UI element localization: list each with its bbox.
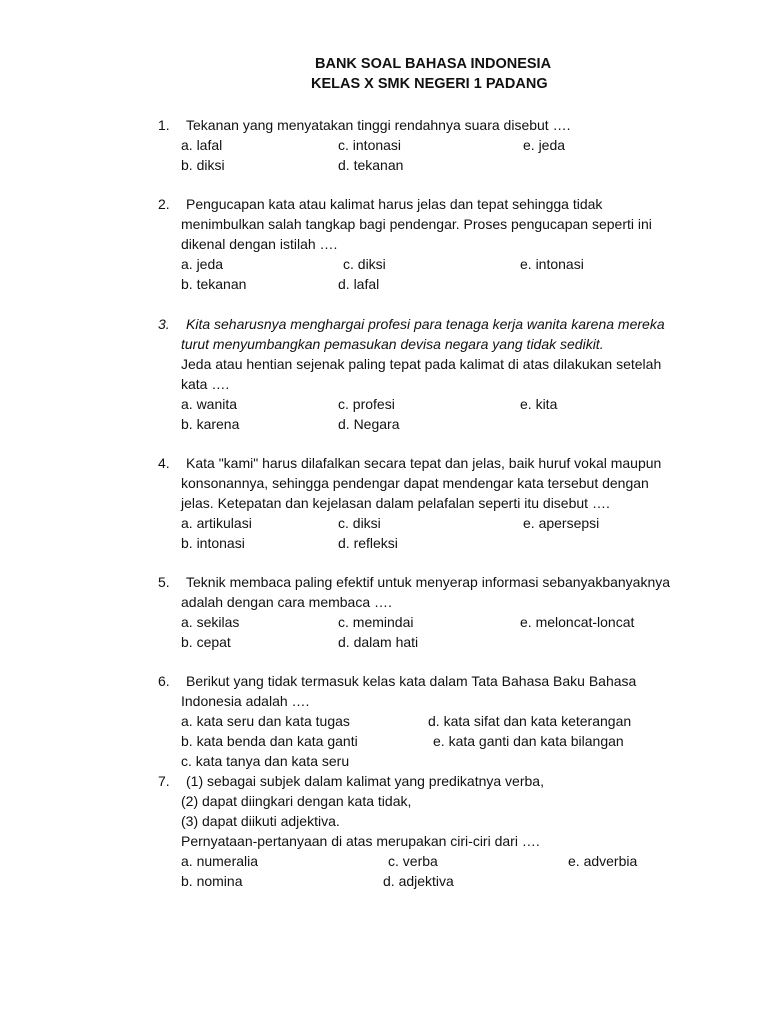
question-number: 7. [158, 773, 170, 789]
option-b: b. intonasi [181, 535, 245, 551]
option-a: a. numeralia [181, 853, 259, 869]
document-title: BANK SOAL BAHASA INDONESIA [315, 56, 552, 72]
option-d: d. lafal [338, 276, 380, 292]
question-number: 6. [158, 673, 170, 689]
option-e: e. kita [520, 396, 558, 412]
document-subtitle: KELAS X SMK NEGERI 1 PADANG [311, 76, 548, 92]
option-c: c. diksi [338, 515, 381, 531]
question-text: (1) sebagai subjek dalam kalimat yang predikatnya verba, [186, 773, 544, 789]
option-a: a. kata seru dan kata tugas [181, 713, 350, 729]
option-e: e. apersepsi [523, 515, 600, 531]
option-d: d. kata sifat dan kata keterangan [428, 713, 632, 729]
option-d: d. tekanan [338, 157, 404, 173]
option-b: b. karena [181, 416, 240, 432]
question-text: dikenal dengan istilah …. [181, 236, 338, 252]
question-text: Teknik membaca paling efektif untuk menyerap informasi sebanyakbanyaknya [186, 574, 671, 590]
option-c: c. kata tanya dan kata seru [181, 753, 350, 769]
option-c: c. diksi [343, 256, 386, 272]
question-text: adalah dengan cara membaca …. [181, 594, 392, 610]
question-text: Berikut yang tidak termasuk kelas kata dalam Tata Bahasa Baku Bahasa [186, 673, 637, 689]
option-e: e. meloncat-loncat [520, 614, 635, 630]
option-b: b. cepat [181, 634, 231, 650]
option-e: e. jeda [523, 137, 566, 153]
question-text: jelas. Ketepatan dan kejelasan dalam pelafalan seperti itu disebut …. [181, 495, 610, 511]
option-d: d. Negara [338, 416, 400, 432]
question-text: turut menyumbangkan pemasukan devisa negara yang tidak sedikit. [181, 336, 604, 352]
question-text: Jeda atau hentian sejenak paling tepat pada kalimat di atas dilakukan setelah [181, 356, 662, 372]
question-text: Kata "kami" harus dilafalkan secara tepat dan jelas, baik huruf vokal maupun [186, 455, 662, 471]
option-a: a. wanita [181, 396, 238, 412]
question-text: Indonesia adalah …. [181, 693, 310, 709]
question-text: Kita seharusnya menghargai profesi para tenaga kerja wanita karena mereka [186, 316, 665, 332]
question-number: 4. [158, 455, 170, 471]
option-b: b. diksi [181, 157, 225, 173]
option-c: c. verba [388, 853, 438, 869]
option-d: d. adjektiva [383, 873, 454, 889]
question-text: (3) dapat diikuti adjektiva. [181, 813, 340, 829]
question-text: Pernyataan-pertanyaan di atas merupakan ciri-ciri dari …. [181, 833, 540, 849]
question-text: Pengucapan kata atau kalimat harus jelas dan tepat sehingga tidak [186, 196, 603, 212]
option-a: a. jeda [181, 256, 224, 272]
question-number: 5. [158, 574, 170, 590]
question-number: 1. [158, 117, 170, 133]
option-c: c. intonasi [338, 137, 402, 153]
option-c: c. memindai [338, 614, 414, 630]
question-text: Tekanan yang menyatakan tinggi rendahnya suara disebut …. [186, 117, 571, 133]
option-a: a. sekilas [181, 614, 240, 630]
option-d: d. dalam hati [338, 634, 419, 650]
option-e: e. adverbia [568, 853, 638, 869]
question-text: (2) dapat diingkari dengan kata tidak, [181, 793, 412, 809]
option-b: b. nomina [181, 873, 243, 889]
option-c: c. profesi [338, 396, 395, 412]
option-a: a. lafal [181, 137, 223, 153]
option-a: a. artikulasi [181, 515, 252, 531]
question-number: 3. [158, 316, 170, 332]
question-number: 2. [158, 196, 170, 212]
option-d: d. refleksi [338, 535, 398, 551]
option-b: b. tekanan [181, 276, 247, 292]
question-text: menimbulkan salah tangkap bagi pendengar. Proses pengucapan seperti ini [181, 216, 652, 232]
option-e: e. intonasi [520, 256, 584, 272]
option-e: e. kata ganti dan kata bilangan [433, 733, 624, 749]
question-text: konsonannya, sehingga pendengar dapat mendengar kata tersebut dengan [181, 475, 649, 491]
question-text: kata …. [181, 376, 230, 392]
option-b: b. kata benda dan kata ganti [181, 733, 358, 749]
